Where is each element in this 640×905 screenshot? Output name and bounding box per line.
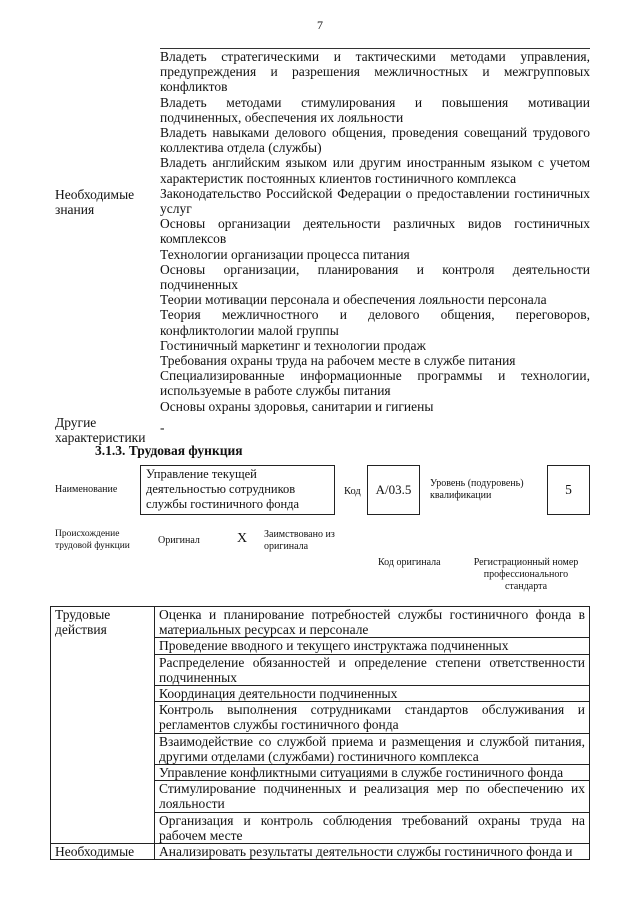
registration-number-label: Регистрационный номер профессионального стандарта: [473, 557, 579, 592]
table-row: [51, 844, 590, 860]
knowledge-item: Основы организации деятельности различных видов гостиничных комплексов: [160, 216, 590, 247]
action-item: Контроль выполнения сотрудниками стандартов обслуживания и регламентов службы гостиничного фонда: [155, 702, 590, 733]
origin-label: Происхождение трудовой функции: [55, 529, 130, 551]
knowledge-item: Технологии организации процесса питания: [160, 246, 410, 262]
other-label: Другие характеристики: [55, 414, 146, 446]
action-item: Управление конфликтными ситуациями в службе гостиничного фонда: [155, 765, 590, 781]
action-item: Взаимодействие со службой приема и размещения и службой питания, другими отделами (службами) гостиничного комплекса: [155, 733, 590, 764]
original-mark: X: [237, 531, 248, 546]
page-number: 7: [317, 18, 323, 32]
action-item: Распределение обязанностей и определение степени ответственности подчиненных: [155, 654, 590, 685]
skill-item: Владеть методами стимулирования и повышения мотивации подчиненных, обеспечения их лояльности: [160, 94, 590, 125]
knowledge-item: Теория межличностного и делового общения, переговоров, конфликтологии малой группы: [160, 307, 590, 338]
level-label: Уровень (подуровень) квалификации: [430, 478, 524, 501]
skill-item: Владеть навыками делового общения, проведения совещаний трудового коллектива отдела (службы): [160, 125, 590, 156]
knowledge-item: Основы организации, планирования и контроля деятельности подчиненных: [160, 261, 590, 293]
actions-label: Трудовые действия: [51, 607, 155, 844]
action-item: Оценка и планирование потребностей службы гостиничного фонда в материальных ресурсах и персонале: [155, 607, 590, 638]
function-name: Управление текущей деятельностью сотрудников службы гостиничного фонда: [146, 467, 300, 511]
knowledge-item: Специализированные информационные программы и технологии, используемые в работе службы питания: [160, 368, 590, 399]
skills-list: [160, 48, 590, 186]
knowledge-list: [160, 186, 590, 414]
knowledge-item: Требования охраны труда на рабочем месте в службе питания: [160, 353, 516, 369]
action-item: Стимулирование подчиненных и реализация мер по обеспечению их лояльности: [155, 781, 590, 812]
table-row: [51, 607, 590, 638]
action-item: Проведение вводного и текущего инструктажа подчиненных: [155, 638, 590, 654]
section-heading: 3.1.3. Трудовая функция: [95, 443, 243, 458]
requirements-table-continued: [55, 48, 590, 445]
name-label: Наименование: [55, 484, 118, 495]
knowledge-item: Гостиничный маркетинг и технологии продаж: [160, 337, 426, 353]
action-item: Координация деятельности подчиненных: [155, 686, 590, 702]
next-section-item: Анализировать результаты деятельности службы гостиничного фонда и: [155, 844, 590, 860]
qualification-level: 5: [547, 465, 590, 515]
knowledge-label: Необходимые знания: [55, 186, 135, 218]
borrowed-label: Заимствовано из оригинала: [264, 529, 335, 552]
skill-item: Владеть стратегическими и тактическими методами управления, предупреждения и разрешения межличностных и межгрупповых конфликтов: [160, 49, 590, 95]
knowledge-item: Законодательство Российской Федерации о предоставлении гостиничных услуг: [160, 185, 590, 217]
skill-item: Владеть английским языком или другим иностранным языком с учетом характеристик постоянных клиентов гостиничного комплекса: [160, 155, 590, 186]
action-item: Организация и контроль соблюдения требований охраны труда на рабочем месте: [155, 812, 590, 843]
original-label: Оригинал: [158, 535, 200, 546]
original-code-label: Код оригинала: [378, 557, 441, 568]
function-name-box: [140, 465, 335, 515]
code-label: Код: [344, 486, 361, 497]
other-value: -: [160, 419, 165, 435]
skills-label-empty: [55, 48, 160, 186]
labor-actions-table: [50, 606, 590, 860]
function-code: A/03.5: [367, 465, 420, 515]
knowledge-item: Основы охраны здоровья, санитарии и гигиены: [160, 398, 434, 414]
next-section-label: Необходимые: [51, 844, 155, 860]
knowledge-item: Теории мотивации персонала и обеспечения лояльности персонала: [160, 292, 547, 308]
